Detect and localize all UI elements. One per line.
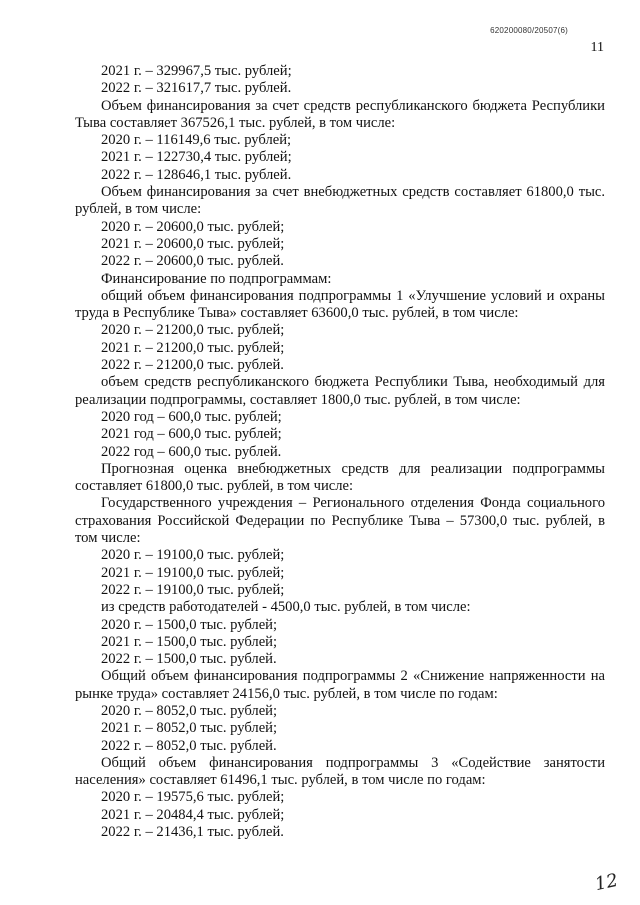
paragraph: 2020 г. – 19100,0 тыс. рублей; xyxy=(101,547,285,564)
paragraph: 2021 г. – 20484,4 тыс. рублей; xyxy=(101,806,285,823)
paragraph: Объем финансирования за счет внебюджетных средств составляет 61800,0 тыс. рублей, в том числе: xyxy=(75,184,605,218)
paragraph: Объем финансирования за счет средств республиканского бюджета Республики Тыва составляет 367526,1 тыс. рублей, в том числе: xyxy=(75,97,605,131)
paragraph: 2021 г. – 8052,0 тыс. рублей; xyxy=(101,720,278,737)
paragraph: из средств работодателей - 4500,0 тыс. рублей, в том числе: xyxy=(101,599,471,616)
paragraph: Общий объем финансирования подпрограммы 2 «Снижение напряженности на рынке труда» составляет 24156,0 тыс. рублей, в том числе по годам: xyxy=(75,668,605,702)
paragraph: 2022 г. – 128646,1 тыс. рублей. xyxy=(101,166,292,183)
paragraph: 2022 г. – 20600,0 тыс. рублей. xyxy=(101,253,284,270)
paragraph: 2022 г. – 19100,0 тыс. рублей; xyxy=(101,581,285,598)
paragraph: 2020 г. – 19575,6 тыс. рублей; xyxy=(101,789,285,806)
document-registration-code: 620200080/20507(6) xyxy=(490,26,568,35)
handwritten-page-mark: 12 xyxy=(593,869,620,896)
paragraph: Государственного учреждения – Регионального отделения Фонда социального страхования Российской Федерации по Республике Тыва – 57300,0 тыс. рублей, в том числе: xyxy=(75,495,605,547)
page-number: 11 xyxy=(590,40,604,55)
paragraph: 2021 г. – 122730,4 тыс. рублей; xyxy=(101,149,292,166)
paragraph: 2022 г. – 21436,1 тыс. рублей. xyxy=(101,824,284,841)
paragraph: 2022 г. – 321617,7 тыс. рублей. xyxy=(101,80,292,97)
paragraph: 2021 г. – 1500,0 тыс. рублей; xyxy=(101,633,278,650)
paragraph: общий объем финансирования подпрограммы 1 «Улучшение условий и охраны труда в Республике Тыва» составляет 63600,0 тыс. рублей, в том числе: xyxy=(75,287,605,322)
document-body xyxy=(75,63,605,841)
paragraph: 2022 год – 600,0 тыс. рублей. xyxy=(101,443,282,460)
paragraph: Финансирование по подпрограммам: xyxy=(101,270,332,287)
paragraph: Прогнозная оценка внебюджетных средств для реализации подпрограммы составляет 61800,0 тыс. рублей, в том числе: xyxy=(75,460,605,495)
paragraph: объем средств республиканского бюджета Республики Тыва, необходимый для реализации подпрограммы, составляет 1800,0 тыс. рублей, в том числе: xyxy=(75,374,605,408)
paragraph: 2020 г. – 116149,6 тыс. рублей; xyxy=(101,132,292,149)
paragraph: 2021 год – 600,0 тыс. рублей; xyxy=(101,426,282,443)
paragraph: 2022 г. – 1500,0 тыс. рублей. xyxy=(101,651,277,668)
paragraph: 2020 г. – 1500,0 тыс. рублей; xyxy=(101,616,278,633)
paragraph: 2020 г. – 8052,0 тыс. рублей; xyxy=(101,702,278,719)
paragraph: 2020 г. – 20600,0 тыс. рублей; xyxy=(101,218,285,235)
paragraph: 2021 г. – 20600,0 тыс. рублей; xyxy=(101,235,285,252)
paragraph: 2021 г. – 329967,5 тыс. рублей; xyxy=(101,63,292,79)
paragraph: Общий объем финансирования подпрограммы 3 «Содействие занятости населения» составляет 61496,1 тыс. рублей, в том числе по годам: xyxy=(75,754,605,789)
paragraph: 2022 г. – 8052,0 тыс. рублей. xyxy=(101,737,277,754)
paragraph: 2022 г. – 21200,0 тыс. рублей. xyxy=(101,357,284,374)
paragraph: 2020 год – 600,0 тыс. рублей; xyxy=(101,408,282,425)
paragraph: 2020 г. – 21200,0 тыс. рублей; xyxy=(101,322,285,339)
paragraph: 2021 г. – 21200,0 тыс. рублей; xyxy=(101,339,285,356)
paragraph: 2021 г. – 19100,0 тыс. рублей; xyxy=(101,564,285,581)
